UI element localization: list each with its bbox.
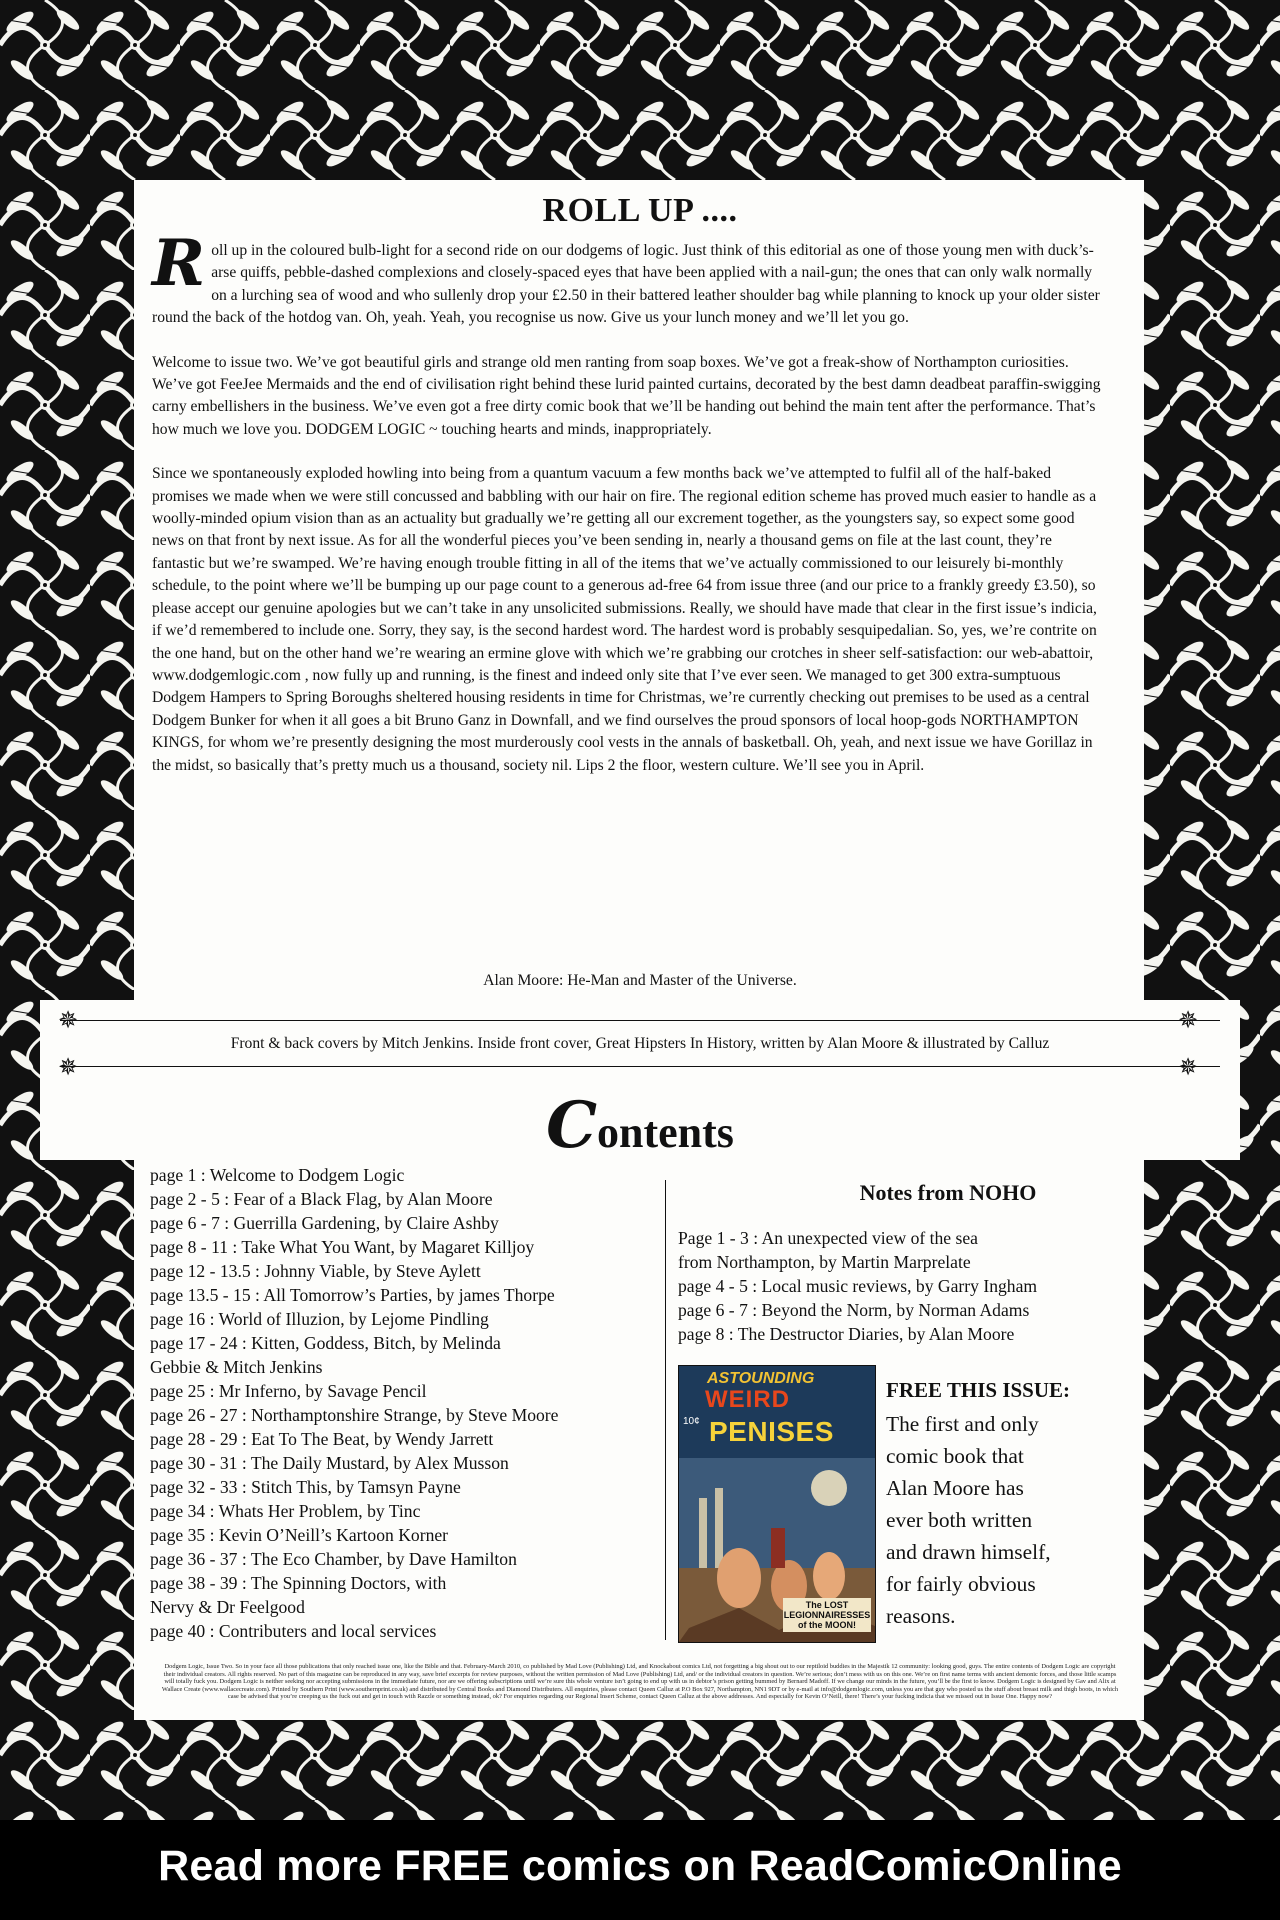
list-item: page 36 - 37 : The Eco Chamber, by Dave Hamilton bbox=[150, 1549, 517, 1569]
editorial-paragraph-3: Since we spontaneously exploded howling into being from a quantum vacuum a few months back we’ve attempted to fulfil all of the half-baked promises we made when we were still concussed and babbling with our hair on fire. The regional edition scheme has proved much easier to handle as a woolly-minded opium vision than as an actuality but gradually we’re getting all our excrement together, as the youngsters say, so expect some good news on that front by next issue. As for all the wonderful pieces you’ve been sending in, nearly a thousand gems on file at the last count, they’re fantastic but we’re swamped. We’re having enough trouble fitting in all of the items that we’ve actually commissioned to our leisurely bi-monthly schedule, to the point where we’ll be bumping up our page count to a generous ad-free 64 from issue three (and our price to a frankly greedy £3.50), so please accept our genuine apologies but we can’t take in any unsolicited submissions. Really, we should have made that clear in the first issue’s indicia, if we’d remembered to include one. Sorry, they say, is the second hardest word. The hardest word is probably sesquipedalian. So, yes, we’re contrite on the one hand, but on the other hand we’re wearing an ermine glove with which we’re grabbing our crotches in sheer self-satisfaction: our web-abattoir, www.dodgemlogic.com , now fully up and running, is the finest and indeed only site that I’ve ever seen. We managed to get 300 extra-sumptuous Dodgem Hampers to Spring Boroughs sheltered housing residents in time for Christmas, we’re currently checking out premises to be used as a central Dodgem Bunker for when it all goes a bit Bruno Ganz in Downfall, and we find ourselves the proud sponsors of local hoop-gods NORTHAMPTON KINGS, for whom we’re presently designing the most murderously cool vests in the annals of basketball. Oh, yeah, and next issue we have Gorillaz in the midst, so basically that’s pretty much us a thousand, society nil. Lips 2 the floor, western culture. We’ll see you in April. bbox=[152, 465, 1097, 774]
editorial-body bbox=[152, 226, 1102, 799]
drop-cap: R bbox=[152, 226, 206, 301]
comic-title-line-1: ASTOUNDING bbox=[707, 1370, 815, 1387]
free-issue-description: The first and only comic book that Alan Moore has ever both written and drawn himself, for fairly obvious reasons. bbox=[886, 1412, 1051, 1628]
list-item: page 4 - 5 : Local music reviews, by Garry Ingham bbox=[678, 1276, 1038, 1296]
promo-banner-link[interactable]: Read more FREE comics on ReadComicOnline bbox=[158, 1842, 1122, 1890]
list-item: page 34 : Whats Her Problem, by Tinc bbox=[150, 1501, 421, 1521]
list-item: Page 1 - 3 : An unexpected view of the sea bbox=[678, 1228, 978, 1248]
free-comic-cover bbox=[678, 1365, 876, 1643]
list-item: page 1 : Welcome to Dodgem Logic bbox=[150, 1165, 405, 1185]
contents-list bbox=[150, 1163, 660, 1643]
list-item: page 40 : Contributers and local services bbox=[150, 1621, 437, 1641]
list-item: page 8 - 11 : Take What You Want, by Magaret Killjoy bbox=[150, 1237, 535, 1257]
list-item: page 25 : Mr Inferno, by Savage Pencil bbox=[150, 1381, 427, 1401]
list-item: page 2 - 5 : Fear of a Black Flag, by Alan Moore bbox=[150, 1189, 493, 1209]
list-item: page 32 - 33 : Stitch This, by Tamsyn Payne bbox=[150, 1477, 461, 1497]
ornament-icon: ✵ bbox=[1178, 1053, 1199, 1081]
ornament-icon: ✵ bbox=[58, 1006, 79, 1034]
list-item: Gebbie & Mitch Jenkins bbox=[150, 1357, 323, 1377]
divider-rule-top bbox=[60, 1020, 1220, 1021]
comic-tagline: The LOST LEGIONNAIRESSES of the MOON! bbox=[783, 1600, 871, 1630]
cover-credits: Front & back covers by Mitch Jenkins. Inside front cover, Great Hipsters In History, written by Alan Moore & illustrated by Calluz bbox=[230, 1035, 1050, 1052]
list-item: page 6 - 7 : Beyond the Norm, by Norman Adams bbox=[678, 1300, 1030, 1320]
list-item: page 26 - 27 : Northamptonshire Strange, by Steve Moore bbox=[150, 1405, 559, 1425]
list-item: page 13.5 - 15 : All Tomorrow’s Parties, by james Thorpe bbox=[150, 1285, 555, 1305]
editorial-title: ROLL UP .... bbox=[542, 192, 738, 229]
list-item: from Northampton, by Martin Marprelate bbox=[678, 1252, 971, 1272]
column-divider bbox=[665, 1180, 666, 1640]
indicia: Dodgem Logic, Issue Two. So in your face all those publications that only reached issue one, like the Bible and that. February-March 2010, co published by Mad Love (Publishing) Ltd, and Knockabout comics Ltd, not forgetting a big shout out to our reptiloid buddies in the Majestik 12 community: looking good, guys. The entire contents of Dodgem Logic are copyright their individual creators. All rights reserved. No part of this magazine can be reproduced in any way, save brief excerpts for review purposes, without the written permission of Mad Love (Publishing) Ltd, and/ or the individual creators in question. We’re serious; don’t mess with us on this one. We’re on first name terms with ancient demonic forces, and those little scamps will totally fuck you. Dodgem Logic is neither seeking nor accepting submissions in the immediate future, nor are we offering subscriptions until we’re sure this whole venture isn’t going to end up with us in debtor’s prison getting bummed by Bernard Madoff. If we change our minds in the future, you’ll be the first to know. Dodgem Logic is designed by Gav and Alix at Wallace Create (www.wallacecreate.com). Printed by Southern Print (www.southernprint.co.uk) and distributed by Central Books and Diamond Distributers. All enquiries, please contact Queen Calluz at P.O Box 927, Northampton, NN1 9DT or by e-mail at info@dodgemlogic.com, unless you are that guy who posted us the stuff about breast milk and thigh boots, in which case be advised that you’re creeping us the fuck out and get in touch with Razzle or something instead, ok? For enquiries regarding our Regional Insert Scheme, contact Queen Calluz at the above addresses. And especially for Kevin O’Neill, there! There’s your fucking indicia that we missed out in Issue One. Happy now? bbox=[161, 1663, 1119, 1700]
editorial-signoff: Alan Moore: He-Man and Master of the Universe. bbox=[483, 972, 797, 989]
editorial-paragraph-2: Welcome to issue two. We’ve got beautiful girls and strange old men ranting from soap boxes. We’ve got a freak-show of Northampton curiosities. We’ve got FeeJee Mermaids and the end of civilisation right behind these lurid painted curtains, decorated by the best damn deadbeat paraffin-swigging carny embellishers in the business. We’ve even got a free dirty comic book that we’ll be handing out behind the main tent after the performance. That’s how much we love you. DODGEM LOGIC ~ touching hearts and minds, inappropriately. bbox=[152, 353, 1101, 438]
contents-heading: Contents bbox=[546, 1088, 734, 1163]
comic-title-line-2: WEIRD bbox=[705, 1386, 790, 1413]
list-item: page 16 : World of Illuzion, by Lejome Pindling bbox=[150, 1309, 489, 1329]
list-item: page 30 - 31 : The Daily Mustard, by Alex Musson bbox=[150, 1453, 509, 1473]
ornament-icon: ✵ bbox=[1178, 1006, 1199, 1034]
list-item: page 12 - 13.5 : Johnny Viable, by Steve Aylett bbox=[150, 1261, 481, 1281]
list-item: page 38 - 39 : The Spinning Doctors, with bbox=[150, 1573, 447, 1593]
editorial-paragraph-1: Roll up in the coloured bulb-light for a second ride on our dodgems of logic. Just think of this editorial as one of those young men with duck’s-arse quiffs, pebble-dashed complexions and closely-spaced eyes that have been applied with a nail-gun; the ones that can only walk normally on a lurching sea of wood and who sullenly drop your £2.50 in their battered leather shoulder bag while planning to knock up your older sister round the back of the hotdog van. Oh, yeah. Yeah, you recognise us now. Give us your lunch money and we’ll let you go. bbox=[152, 226, 1100, 327]
ornament-icon: ✵ bbox=[58, 1053, 79, 1081]
comic-title-line-3: PENISES bbox=[709, 1416, 834, 1447]
list-item: Nervy & Dr Feelgood bbox=[150, 1597, 305, 1617]
list-item: page 6 - 7 : Guerrilla Gardening, by Claire Ashby bbox=[150, 1213, 499, 1233]
list-item: page 8 : The Destructor Diaries, by Alan Moore bbox=[678, 1324, 1015, 1344]
comic-price: 10¢ bbox=[683, 1416, 700, 1427]
list-item: page 35 : Kevin O’Neill’s Kartoon Korner bbox=[150, 1525, 449, 1545]
list-item: page 28 - 29 : Eat To The Beat, by Wendy Jarrett bbox=[150, 1429, 494, 1449]
list-item: page 17 - 24 : Kitten, Goddess, Bitch, by Melinda bbox=[150, 1333, 501, 1353]
free-issue-heading: FREE THIS ISSUE: bbox=[886, 1378, 1071, 1402]
notes-list bbox=[678, 1226, 1218, 1346]
divider-rule-bottom bbox=[60, 1066, 1220, 1067]
notes-heading: Notes from NOHO bbox=[859, 1180, 1037, 1205]
